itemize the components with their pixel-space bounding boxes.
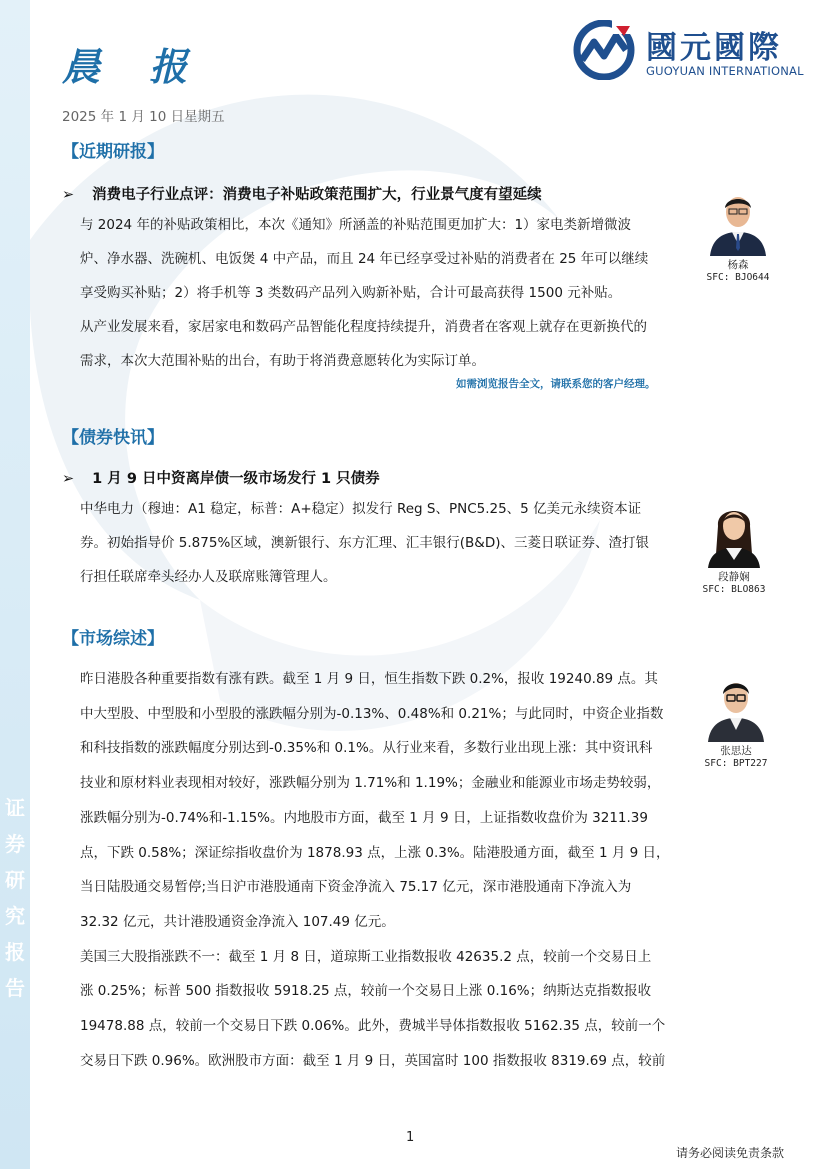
text-line: 交易日下跌 0.96%。欧洲股市方面：截至 1 月 9 日，英国富时 100 指数报收 8319.69 点，较前 [80,1052,666,1069]
text-line: 技业和原材料业表现相对较好，涨跌幅分别为 1.71%和 1.19%；金融业和能源业市场走势较弱， [80,775,661,792]
research-paragraph [80,208,668,378]
section-heading-research: 【近期研报】 [62,142,164,162]
research-item-title [62,183,542,204]
analyst-photo-icon [702,184,774,256]
report-date: 2025 年 1 月 10 日星期五 [62,109,225,125]
company-logo [572,20,812,80]
sidebar-char: 研 [5,868,25,892]
sidebar-char: 报 [5,940,25,964]
section-heading-bonds: 【债券快讯】 [62,428,164,448]
bond-item-title [62,467,380,488]
bond-item-title-text: 1 月 9 日中资离岸债一级市场发行 1 只债券 [92,471,380,487]
logo-english-name: GUOYUAN INTERNATIONAL [646,64,804,78]
text-line: 行担任联席牵头经办人及联席账簿管理人。 [80,569,337,585]
text-line: 与 2024 年的补贴政策相比，本次《通知》所涵盖的补贴范围更加扩大：1）家电类新增微波 [80,217,632,233]
analyst-name: 张思达 [720,745,752,757]
sidebar-char: 告 [5,976,25,1000]
bond-paragraph [80,492,668,594]
text-line: 和科技指数的涨跌幅度分别达到-0.35%和 0.1%。从行业来看，多数行业出现上涨：其中资讯科 [80,740,653,757]
analyst-photo-icon [700,670,772,742]
sidebar-char: 券 [5,832,25,856]
market-paragraph [80,662,670,1078]
page-title: 晨 报 [62,45,206,89]
text-line: 需求，本次大范围补贴的出台，有助于将消费意愿转化为实际订单。 [80,353,485,369]
text-line: 昨日港股各种重要指数有涨有跌。截至 1 月 9 日，恒生指数下跌 0.2%，报收 19240.89 点。其 [80,671,658,687]
analyst-sfc: SFC: BPT227 [704,758,768,769]
analyst-name: 杨森 [727,259,749,271]
text-line: 点，下跌 0.58%；深证综指收盘价为 1878.93 点，上涨 0.3%。陆港股通方面，截至 1 月 9 日， [80,844,670,861]
text-line: 中大型股、中型股和小型股的涨跌幅分别为-0.13%、0.48%和 0.21%；与此同时，中资企业指数 [80,705,664,722]
analyst-card [688,184,788,284]
text-line: 炉、净水器、洗碗机、电饭煲 4 中产品，而且 24 年已经享受过补贴的消费者在 25 年可以继续 [80,251,649,267]
text-line: 19478.88 点，较前一个交易日下跌 0.06%。此外，费城半导体指数报收 5162.35 点，较前一个 [80,1018,666,1035]
analyst-sfc: SFC: BLO863 [702,584,766,595]
text-line: 享受购买补贴；2）将手机等 3 类数码产品列入购新补贴，合计可最高获得 1500 元补贴。 [80,285,622,301]
text-line: 当日陆股通交易暂停;当日沪市港股通南下资金净流入 75.17 亿元，深市港股通南下净流入为 [80,879,632,896]
disclaimer-link[interactable]: 请务必阅读免责条款 [676,1146,785,1160]
arrow-bullet-icon: ➢ [62,187,75,203]
text-line: 涨跌幅分别为-0.74%和-1.15%。内地股市方面，截至 1 月 9 日，上证指数收盘价为 3211.39 [80,809,648,826]
section-heading-market: 【市场综述】 [62,629,164,649]
analyst-card [686,670,786,770]
sidebar-char: 证 [5,796,25,820]
logo-chinese-name: 國元國際 [646,30,782,66]
analyst-sfc: SFC: BJO644 [706,272,770,283]
analyst-photo-icon [698,496,770,568]
contact-note: 如需浏览报告全文，请联系您的客户经理。 [456,378,656,390]
analyst-card [684,496,784,596]
page-number: 1 [406,1130,415,1145]
text-line: 券。初始指导价 5.875%区域，澳新银行、东方汇理、汇丰银行(B&D)、三菱日联证券、渣打银 [80,535,649,551]
text-line: 中华电力（穆迪：A1 稳定，标普：A+稳定）拟发行 Reg S、PNC5.25、5 亿美元永续资本证 [80,501,642,517]
text-line: 从产业发展来看，家居家电和数码产品智能化程度持续提升，消费者在客观上就存在更新换代的 [80,319,647,335]
arrow-bullet-icon: ➢ [62,471,75,487]
text-line: 32.32 亿元，共计港股通资金净流入 107.49 亿元。 [80,913,395,930]
research-item-title-text: 消费电子行业点评：消费电子补贴政策范围扩大，行业景气度有望延续 [92,187,542,203]
analyst-name: 段静娴 [718,571,750,583]
text-line: 涨 0.25%；标普 500 指数报收 5918.25 点，较前一个交易日上涨 0.16%；纳斯达克指数报收 [80,983,652,1000]
text-line: 美国三大股指涨跌不一：截至 1 月 8 日，道琼斯工业指数报收 42635.2 点，较前一个交易日上 [80,948,652,965]
guoyuan-logo-icon [572,20,638,80]
sidebar-char: 究 [5,904,25,928]
